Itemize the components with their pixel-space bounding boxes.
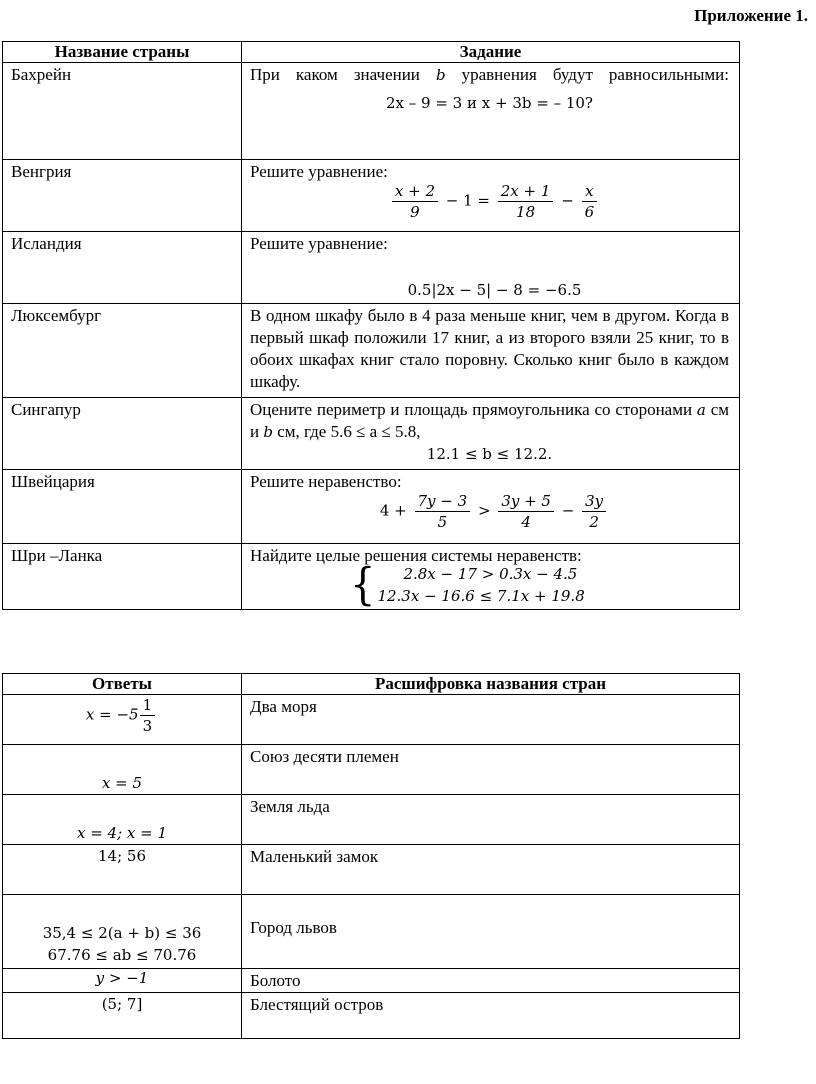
task-text: Решите уравнение: [250, 162, 388, 181]
system-line: 2.8x − 17 > 0.3x − 4.5 [403, 565, 578, 583]
fraction: $\frac{x + 2}{9}$ [392, 181, 438, 222]
table-header-row [3, 674, 740, 695]
decode-cell: Два моря [242, 695, 740, 745]
answer-cell: x = −5 $\frac{1}{3}$ [3, 695, 242, 745]
appendix-label: Приложение 1. [694, 6, 808, 25]
table-row [3, 232, 740, 304]
task-equation: 0.5|2x − 5| − 8 = −6.5 [407, 281, 582, 299]
header-decode: Расшифровка названия стран [242, 674, 740, 695]
decode-cell: Болото [242, 969, 740, 993]
table-row [3, 845, 740, 895]
header-answers: Ответы [3, 674, 242, 695]
table-row [3, 969, 740, 993]
table-row [3, 745, 740, 795]
task-cell [242, 160, 740, 232]
tasks-table [2, 41, 740, 610]
table-row [3, 63, 740, 160]
table-row [3, 304, 740, 398]
table-row [3, 795, 740, 845]
country-name: Венгрия [3, 160, 242, 232]
answer-cell: x = 4; x = 1 [3, 795, 242, 845]
table-row [3, 398, 740, 470]
system-line: 12.3x − 16.6 ≤ 7.1x + 19.8 [377, 587, 585, 605]
country-name: Люксембург [3, 304, 242, 398]
header-task: Задание [242, 42, 740, 63]
decode-cell: Союз десяти племен [242, 745, 740, 795]
task-cell [242, 544, 740, 610]
table-row [3, 470, 740, 544]
decode-cell: Блестящий остров [242, 993, 740, 1039]
answer-cell: y > −1 [3, 969, 242, 993]
answer-cell: (5; 7] [3, 993, 242, 1039]
table-header-row [3, 42, 740, 63]
table-row [3, 544, 740, 610]
task-equation: 2x – 9 = 3 и x + 3b = – 10? [386, 94, 593, 112]
task-text: Решите неравенство: [250, 472, 402, 491]
decode-cell: Город львов [242, 895, 740, 969]
decode-cell: Земля льда [242, 795, 740, 845]
task-cell [242, 398, 740, 470]
task-cell [242, 470, 740, 544]
answers-table [2, 673, 740, 1039]
task-cell [242, 63, 740, 160]
task-equation: 12.1 ≤ b ≤ 12.2. [426, 445, 553, 463]
task-cell: В одном шкафу было в 4 раза меньше книг, чем в другом. Когда в первый шкаф положили 17 книг, а из второго взяли 25 книг, то в обоих шкафах книг стало поровну. Сколько книг было в каждом шкафу. [242, 304, 740, 398]
fraction: $\frac{x}{6}$ [582, 181, 598, 222]
inequality-system [250, 559, 739, 611]
task-text: При каком значении b уравнения будут равносильными: [250, 65, 730, 84]
country-name: Исландия [3, 232, 242, 304]
fraction: $\frac{3y}{2}$ [582, 491, 606, 532]
country-name: Сингапур [3, 398, 242, 470]
task-text: Найдите целые решения системы неравенств: [250, 546, 582, 565]
country-name: Швейцария [3, 470, 242, 544]
brace-icon: { [350, 559, 376, 611]
country-name: Шри –Ланка [3, 544, 242, 610]
task-text: Оцените периметр и площадь прямоугольника со сторонами a см и b см, где 5.6 ≤ a ≤ 5.8, [250, 400, 729, 441]
table-row [3, 895, 740, 969]
fraction: $\frac{2x + 1}{18}$ [498, 181, 554, 222]
answer-cell: 14; 56 [3, 845, 242, 895]
task-text: Решите уравнение: [250, 234, 388, 253]
country-name: Бахрейн [3, 63, 242, 160]
table-row [3, 160, 740, 232]
fraction: $\frac{3y + 5}{4}$ [498, 491, 554, 532]
fraction: $\frac{7y - 3}{5}$ [415, 491, 471, 532]
task-cell [242, 232, 740, 304]
answer-cell: x = 5 [3, 745, 242, 795]
task-equation: 4 + $\frac{7y - 3}{5}$ > $\frac{3y + 5}{4}$ − $\frac{3y}{2}$ [250, 491, 739, 532]
header-country: Название страны [3, 42, 242, 63]
answer-cell: 35,4 ≤ 2(a + b) ≤ 36 67.76 ≤ ab ≤ 70.76 [3, 895, 242, 969]
task-equation: $\frac{x + 2}{9}$ − 1 = $\frac{2x + 1}{18}$ − $\frac{x}{6}$ [250, 181, 739, 222]
variable: b [435, 66, 446, 84]
table-row [3, 695, 740, 745]
table-row [3, 993, 740, 1039]
decode-cell: Маленький замок [242, 845, 740, 895]
